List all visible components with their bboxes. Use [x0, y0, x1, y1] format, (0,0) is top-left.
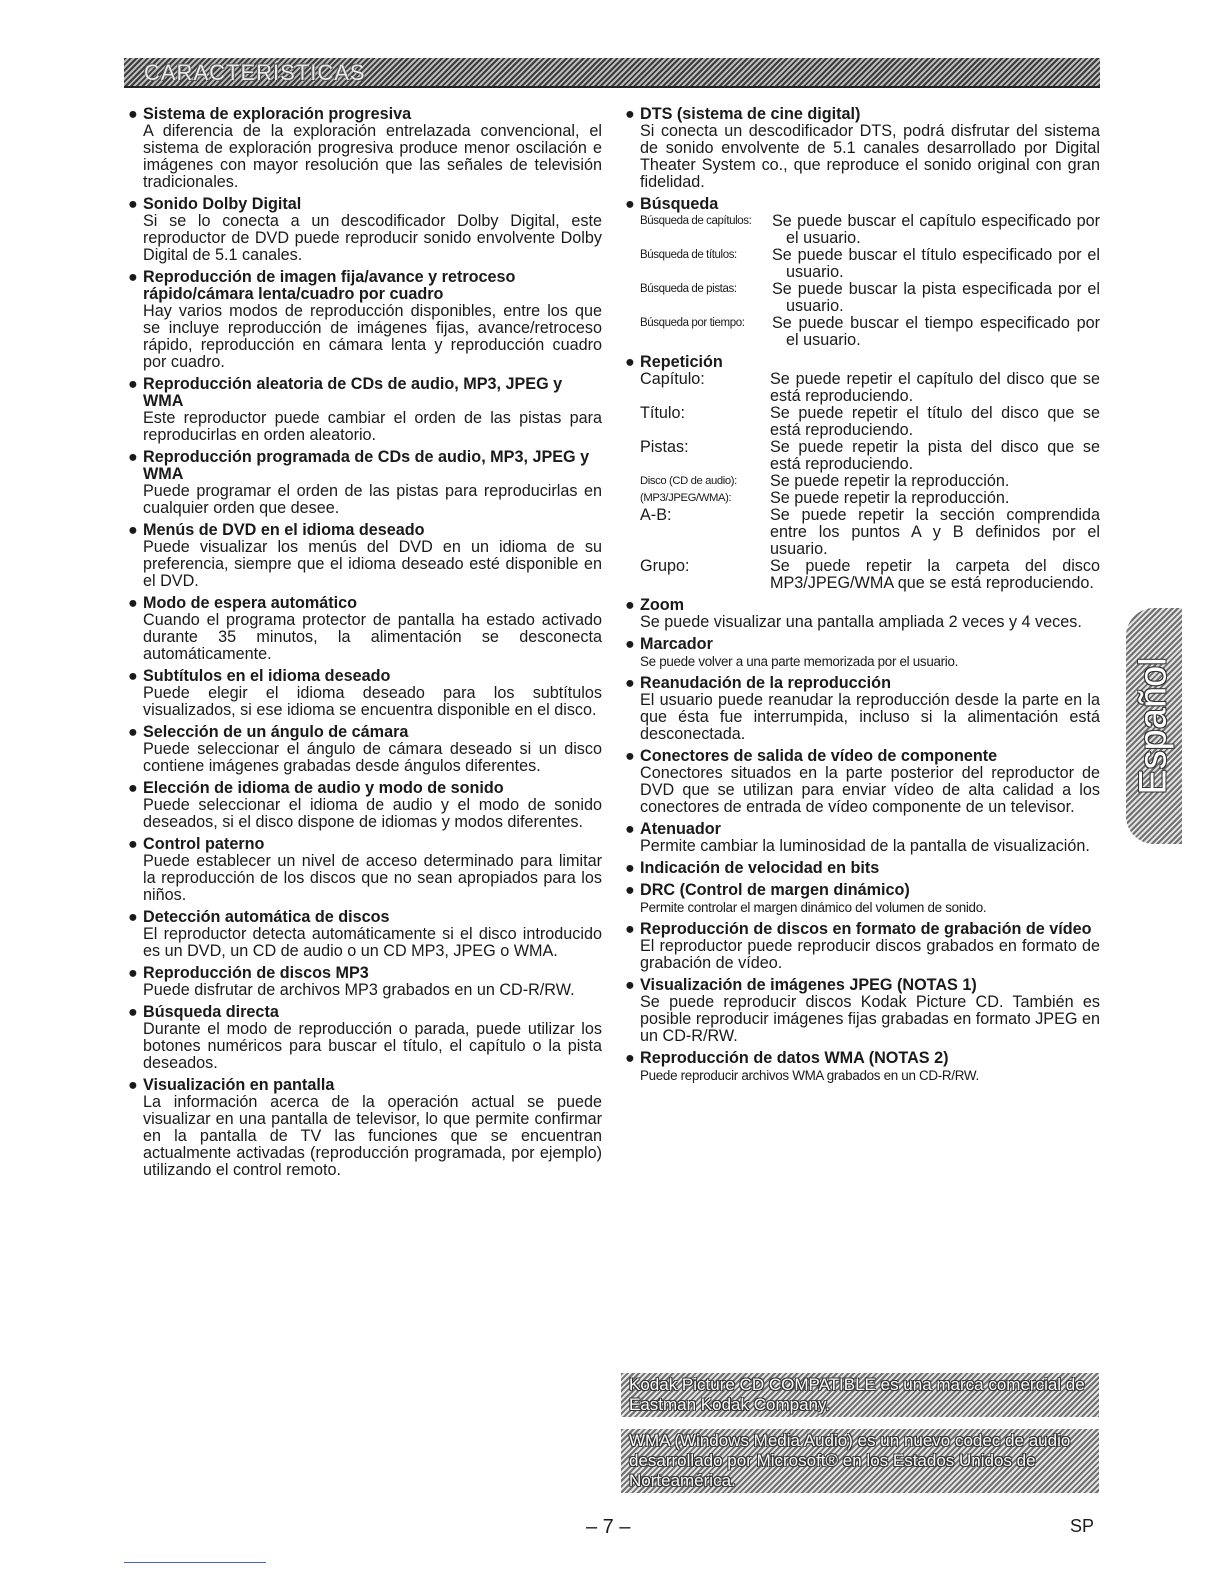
- feature-body: Si se lo conecta a un descodificador Dolby Digital, este reproductor de DVD puede reproducir sonido envolvente Dolby Digital de 5.1 canales.: [143, 212, 602, 264]
- bullet-icon: ●: [128, 1076, 138, 1094]
- feature-title: Reproducción de imagen fija/avance y retroceso rápido/cámara lenta/cuadro por cuadro: [143, 268, 516, 303]
- feature-title: Reproducción de discos en formato de grabación de vídeo: [640, 920, 1092, 938]
- feature-title: Sistema de exploración progresiva: [143, 105, 412, 123]
- feature-title: Reanudación de la reproducción: [640, 674, 891, 692]
- feature-title: Indicación de velocidad en bits: [640, 859, 880, 877]
- feature-title: Detección automática de discos: [143, 908, 390, 926]
- notes-area: [621, 1373, 1099, 1505]
- feature-body: Durante el modo de reproducción o parada, puede utilizar los botones numéricos para buscar el título, el capítulo o la pista deseados.: [143, 1020, 602, 1072]
- bullet-icon: ●: [128, 723, 138, 741]
- repeat-desc: Se puede repetir la reproducción.: [770, 489, 1010, 507]
- repeat-label: Capítulo:: [640, 370, 705, 388]
- search-desc: Se puede buscar el capítulo especificado por el usuario.: [772, 212, 1100, 247]
- bullet-icon: ●: [128, 195, 138, 213]
- feature-item: [625, 636, 1100, 670]
- feature-title: Repetición: [640, 353, 723, 371]
- bullet-icon: ●: [625, 920, 635, 938]
- note-wma: WMA (Windows Media Audio) es un nuevo codec de audio desarrollado por Microsoft® en los Estados Unidos de Norteamérica.: [621, 1429, 1099, 1493]
- repeat-label: Disco (CD de audio):: [640, 475, 737, 487]
- search-desc: Se puede buscar el título especificado por el usuario.: [772, 246, 1100, 281]
- bullet-icon: ●: [625, 1049, 635, 1067]
- search-desc: Se puede buscar la pista especificada por el usuario.: [772, 280, 1100, 315]
- feature-item: [625, 921, 1100, 972]
- bullet-icon: ●: [128, 594, 138, 612]
- search-row: [640, 213, 1100, 247]
- repeat-row: [640, 507, 1100, 558]
- feature-body: Se puede volver a una parte memorizada por el usuario.: [640, 654, 959, 669]
- bullet-icon: ●: [128, 667, 138, 685]
- feature-item: [128, 724, 602, 775]
- bullet-icon: ●: [625, 674, 635, 692]
- footer-rule: [124, 1562, 266, 1563]
- feature-body: El reproductor detecta automáticamente si el disco introducido es un DVD, un CD de audio o un CD MP3, JPEG o WMA.: [143, 925, 602, 960]
- language-code: SP: [1070, 1516, 1095, 1536]
- feature-item: [128, 1004, 602, 1072]
- repeat-row: [640, 371, 1100, 405]
- feature-body: El usuario puede reanudar la reproducción desde la parte en la que ésta fue interrumpida, incluso si la alimentación está desconectada.: [640, 691, 1100, 743]
- repeat-desc: Se puede repetir la sección comprendida entre los puntos A y B definidos por el usuario.: [770, 506, 1100, 558]
- feature-body: Puede visualizar los menús del DVD en un idioma de su preferencia, siempre que el idioma deseado esté disponible en el DVD.: [143, 538, 602, 590]
- feature-body: Conectores situados en la parte posterior del reproductor de DVD que se utilizan para enviar vídeo de alta calidad a los conectores de entrada de vídeo componente de un televisor.: [640, 764, 1100, 816]
- repeat-label: Grupo:: [640, 557, 690, 575]
- feature-item: [625, 1050, 1100, 1084]
- feature-item: [128, 106, 602, 191]
- bullet-icon: ●: [128, 964, 138, 982]
- feature-item: [128, 595, 602, 663]
- repeat-row: [640, 473, 1100, 490]
- feature-body: El reproductor puede reproducir discos grabados en formato de grabación de vídeo.: [640, 937, 1100, 972]
- feature-title: Sonido Dolby Digital: [143, 195, 302, 213]
- language-tab-label: Español: [1132, 657, 1175, 795]
- feature-item: [128, 376, 602, 444]
- feature-title: Marcador: [640, 635, 713, 653]
- feature-title: Atenuador: [640, 820, 721, 838]
- feature-item: [128, 196, 602, 264]
- search-desc: Se puede buscar el tiempo especificado por el usuario.: [772, 314, 1100, 349]
- repeat-desc: Se puede repetir la reproducción.: [770, 472, 1010, 490]
- feature-title: Selección de un ángulo de cámara: [143, 723, 409, 741]
- feature-body: Hay varios modos de reproducción disponibles, entre los que se incluye reproducción de imágenes fijas, avance/retroceso rápido, reproducción en cámara lenta y reproducción cuadro por cuadro.: [143, 302, 602, 371]
- language-side-tab: [1126, 608, 1182, 844]
- feature-item: [128, 1077, 602, 1179]
- repeat-row: [640, 439, 1100, 473]
- feature-title: Elección de idioma de audio y modo de sonido: [143, 779, 504, 797]
- bullet-icon: ●: [128, 835, 138, 853]
- feature-item: [625, 860, 1100, 877]
- feature-body: A diferencia de la exploración entrelazada convencional, el sistema de exploración progresiva produce menor oscilación e imágenes con mayor resolución que las señales de televisión tradicionales.: [143, 122, 602, 191]
- feature-body: Este reproductor puede cambiar el orden de las pistas para reproducirlas en orden aleatorio.: [143, 409, 602, 444]
- feature-title: DTS (sistema de cine digital): [640, 105, 861, 123]
- feature-body: Puede disfrutar de archivos MP3 grabados en un CD-R/RW.: [143, 981, 575, 999]
- repeat-label: Pistas:: [640, 438, 689, 456]
- feature-item: [128, 780, 602, 831]
- search-row: [640, 315, 1100, 349]
- feature-item: [128, 909, 602, 960]
- repeat-row: [640, 558, 1100, 592]
- feature-title: Conectores de salida de vídeo de componente: [640, 747, 998, 765]
- feature-body: Si conecta un descodificador DTS, podrá disfrutar del sistema de sonido envolvente de 5.1 canales desarrollado por Digital Theater System co., que reproduce el sonido original con gran fidelidad.: [640, 122, 1100, 191]
- feature-title: Visualización en pantalla: [143, 1076, 335, 1094]
- repeat-row: [640, 405, 1100, 439]
- feature-repeticion: [625, 354, 1100, 592]
- feature-title: Menús de DVD en el idioma deseado: [143, 521, 425, 539]
- right-column: [625, 106, 1100, 1089]
- feature-title: Visualización de imágenes JPEG (NOTAS 1): [640, 976, 977, 994]
- feature-title: DRC (Control de margen dinámico): [640, 881, 910, 899]
- bullet-icon: ●: [625, 635, 635, 653]
- feature-body: Puede seleccionar el ángulo de cámara deseado si un disco contiene imágenes grabadas desde ángulos diferentes.: [143, 740, 602, 775]
- feature-item: [128, 836, 602, 904]
- bullet-icon: ●: [625, 747, 635, 765]
- search-row: [640, 247, 1100, 281]
- feature-body: Permite cambiar la luminosidad de la pantalla de visualización.: [640, 837, 1090, 855]
- search-label: Búsqueda de pistas:: [640, 283, 737, 295]
- repeat-label: Título:: [640, 404, 685, 422]
- feature-busqueda: [625, 196, 1100, 349]
- bullet-icon: ●: [625, 820, 635, 838]
- bullet-icon: ●: [625, 105, 635, 123]
- bullet-icon: ●: [128, 779, 138, 797]
- bullet-icon: ●: [625, 353, 635, 371]
- feature-title: Zoom: [640, 596, 685, 614]
- search-label: Búsqueda de capítulos:: [640, 215, 752, 227]
- search-label: Búsqueda de títulos:: [640, 249, 737, 261]
- feature-dts: [625, 106, 1100, 191]
- bullet-icon: ●: [128, 908, 138, 926]
- feature-title: Búsqueda directa: [143, 1003, 279, 1021]
- feature-body: Se puede reproducir discos Kodak Picture CD. También es posible reproducir imágenes fijas grabadas en formato JPEG en un CD-R/RW.: [640, 993, 1100, 1045]
- feature-body: Cuando el programa protector de pantalla ha estado activado durante 35 minutos, la alimentación se desconecta automáticamente.: [143, 611, 602, 663]
- feature-body: Se puede visualizar una pantalla ampliada 2 veces y 4 veces.: [640, 613, 1082, 631]
- feature-item: [625, 821, 1100, 855]
- feature-title: Modo de espera automático: [143, 594, 358, 612]
- feature-body: Puede reproducir archivos WMA grabados en un CD-R/RW.: [640, 1068, 979, 1083]
- feature-title: Reproducción de datos WMA (NOTAS 2): [640, 1049, 949, 1067]
- feature-title: Control paterno: [143, 835, 265, 853]
- bullet-icon: ●: [625, 195, 635, 213]
- feature-title: Subtítulos en el idioma deseado: [143, 667, 391, 685]
- feature-body: Puede elegir el idioma deseado para los subtítulos visualizados, si ese idioma se encuentra disponible en el disco.: [143, 684, 602, 719]
- feature-item: [128, 449, 602, 517]
- repeat-desc: Se puede repetir el título del disco que se está reproduciendo.: [770, 404, 1100, 439]
- page-number: – 7 –: [586, 1516, 631, 1538]
- repeat-desc: Se puede repetir la carpeta del disco MP3/JPEG/WMA que se está reproduciendo.: [770, 557, 1100, 592]
- bullet-icon: ●: [128, 375, 138, 393]
- bullet-icon: ●: [128, 1003, 138, 1021]
- feature-body: Puede seleccionar el idioma de audio y el modo de sonido deseados, si el disco dispone de idiomas y modos diferentes.: [143, 796, 602, 831]
- bullet-icon: ●: [625, 859, 635, 877]
- bullet-icon: ●: [128, 521, 138, 539]
- feature-title: Búsqueda: [640, 195, 719, 213]
- feature-body: Puede programar el orden de las pistas para reproducirlas en cualquier orden que desee.: [143, 482, 602, 517]
- feature-item: [625, 977, 1100, 1045]
- bullet-icon: ●: [128, 268, 138, 286]
- repeat-row: [640, 490, 1100, 507]
- feature-item: [128, 269, 602, 371]
- bullet-icon: ●: [625, 976, 635, 994]
- repeat-desc: Se puede repetir el capítulo del disco que se está reproduciendo.: [770, 370, 1100, 405]
- feature-item: [128, 668, 602, 719]
- feature-item: [625, 882, 1100, 916]
- bullet-icon: ●: [625, 596, 635, 614]
- feature-title: Reproducción programada de CDs de audio, MP3, JPEG y WMA: [143, 448, 590, 483]
- repeat-label: (MP3/JPEG/WMA):: [640, 492, 732, 504]
- feature-item: [625, 597, 1100, 631]
- bullet-icon: ●: [625, 881, 635, 899]
- note-kodak: Kodak Picture CD COMPATIBLE es una marca comercial de Eastman Kodak Company.: [621, 1373, 1099, 1417]
- feature-item: [625, 675, 1100, 743]
- bullet-icon: ●: [128, 448, 138, 466]
- repeat-desc: Se puede repetir la pista del disco que se está reproduciendo.: [770, 438, 1100, 473]
- feature-title: Reproducción aleatoria de CDs de audio, MP3, JPEG y WMA: [143, 375, 563, 410]
- search-label: Búsqueda por tiempo:: [640, 317, 745, 329]
- search-row: [640, 281, 1100, 315]
- section-title: CARACTERÍSTICAS: [144, 60, 366, 85]
- feature-body: Puede establecer un nivel de acceso determinado para limitar la reproducción de los discos que no sean apropiados para los niños.: [143, 852, 602, 904]
- section-header-bar: [124, 58, 1100, 88]
- repeat-label: A-B:: [640, 506, 672, 524]
- feature-item: [625, 748, 1100, 816]
- bullet-icon: ●: [128, 105, 138, 123]
- feature-title: Reproducción de discos MP3: [143, 964, 369, 982]
- feature-body: La información acerca de la operación actual se puede visualizar en una pantalla de televisor, lo que permite confirmar en la pantalla de TV las funciones que se encuentran actualmente activadas (reproducción programada, por ejemplo) utilizando el control remoto.: [143, 1093, 602, 1179]
- feature-body: Permite controlar el margen dinámico del volumen de sonido.: [640, 900, 987, 915]
- feature-item: [128, 965, 602, 999]
- left-column: [128, 106, 602, 1184]
- feature-item: [128, 522, 602, 590]
